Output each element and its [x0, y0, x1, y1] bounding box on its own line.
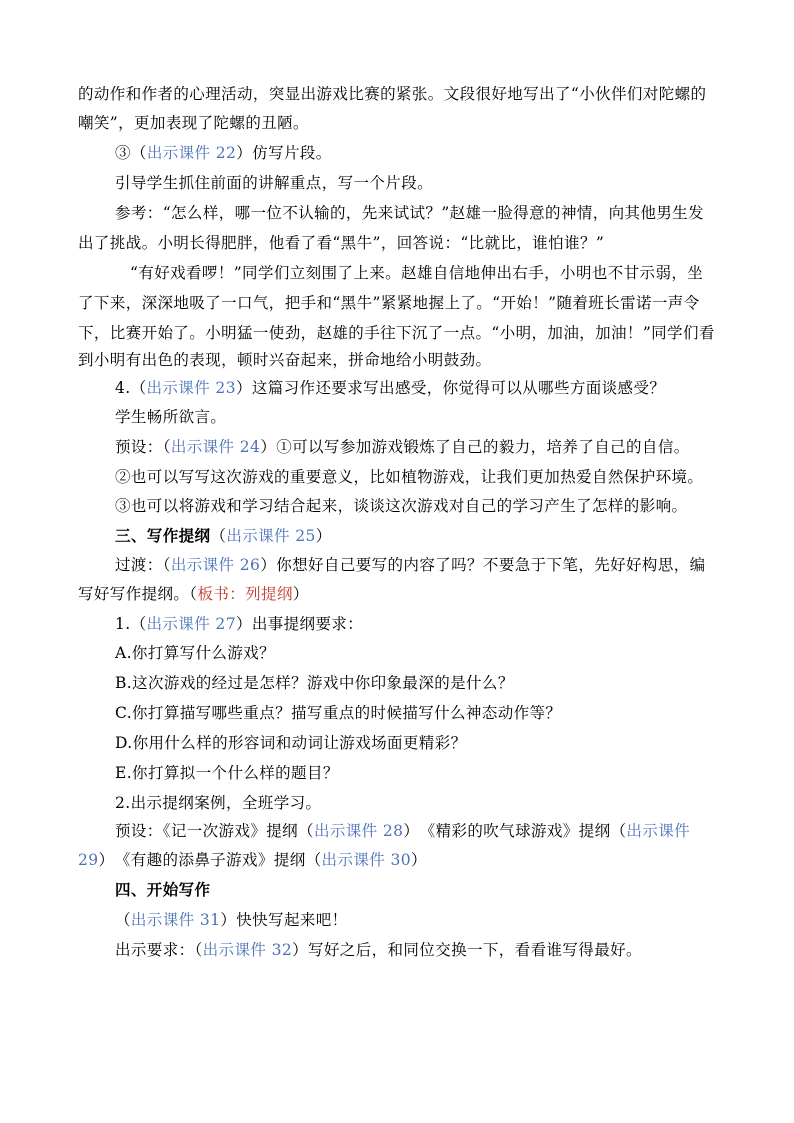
text-line: [115, 378, 763, 398]
text-segment: 的动作和作者的心理活动，突显出游戏比赛的紧张。文段很好地写出了“小伙伴们对陀螺的: [78, 85, 707, 103]
text-segment: 到小明有出色的表现，顿时兴奋起来，拼命地给小明鼓劲。: [78, 351, 492, 369]
text-line: [115, 203, 763, 223]
text-segment: 三、写作提纲: [115, 526, 211, 545]
text-line: [78, 293, 726, 313]
text-line: [115, 793, 763, 813]
text-line: [78, 350, 726, 370]
section-heading: [115, 880, 763, 900]
text-segment: （: [210, 527, 227, 545]
text-segment: 出了挑战。小明长得肥胖，他看了看“黑牛”，回答说：“比就比，谁怕谁？”: [78, 234, 605, 252]
list-item: [115, 703, 763, 723]
text-segment: ）出事提纲要求：: [235, 615, 364, 633]
text-line: [115, 555, 763, 575]
text-segment: ）: [315, 527, 332, 545]
text-segment: 下，比赛开始了。小明猛一使劲，赵雄的手往下沉了一点。“小明，加油，加油！”同学们看: [78, 324, 715, 342]
text-segment: D.你用什么样的形容词和动词让游戏场面更精彩？: [115, 734, 467, 752]
text-segment: 4.（: [115, 379, 147, 397]
text-line: [115, 173, 763, 193]
text-line: [115, 910, 763, 930]
text-line: [78, 233, 726, 253]
section-heading: [115, 526, 763, 546]
text-line: [78, 850, 726, 870]
courseware-reference: 出示课件: [626, 822, 691, 840]
text-segment: 写好写作提纲。（: [78, 585, 198, 603]
text-line: [115, 437, 763, 457]
courseware-reference: 29: [78, 851, 99, 869]
text-segment: ）①可以写参加游戏锻炼了自己的毅力，培养了自己的自信。: [260, 438, 690, 456]
text-segment: 过渡：（: [115, 556, 171, 574]
text-segment: C.你打算描写哪些重点？描写重点的时候描写什么神态动作等？: [115, 704, 562, 722]
text-segment: 1.（: [115, 615, 147, 633]
courseware-reference: 出示课件 26: [170, 556, 261, 574]
courseware-reference: 出示课件 24: [170, 438, 261, 456]
text-segment: ③（: [115, 144, 147, 162]
text-segment: 预设：《记一次游戏》提纲（: [115, 822, 314, 840]
text-segment: ③也可以将游戏和学习结合起来，谈谈这次游戏对自己的学习产生了怎样的影响。: [115, 497, 688, 515]
list-item: [115, 643, 763, 663]
courseware-reference: 出示课件 22: [146, 144, 237, 162]
text-segment: 引导学生抓住前面的讲解重点，写一个片段。: [115, 174, 434, 192]
text-line: [78, 584, 726, 604]
text-segment: 参考：“怎么样，哪一位不认输的，先来试试？”赵雄一脸得意的神情，向其他男生发: [115, 204, 705, 222]
text-line: [115, 496, 763, 516]
text-line: [78, 84, 726, 104]
text-line: [115, 614, 763, 634]
text-line: [78, 323, 726, 343]
text-segment: “有好戏看啰！”同学们立刻围了上来。赵雄自信地伸出右手，小明也不甘示弱，坐: [130, 264, 704, 282]
text-segment: ） 《精彩的吹气球游戏》提纲（: [403, 822, 627, 840]
list-item: [115, 673, 763, 693]
text-segment: ）: [411, 851, 427, 869]
text-segment: B.这次游戏的经过是怎样？游戏中你印象最深的是什么？: [115, 674, 514, 692]
text-segment: 预设：（: [115, 438, 171, 456]
text-segment: 嘲笑”，更加表现了陀螺的丑陋。: [78, 114, 309, 132]
text-line: [78, 113, 726, 133]
courseware-reference: 出示课件 23: [146, 379, 236, 397]
text-segment: 2.出示提纲案例，全班学习。: [115, 794, 322, 812]
text-segment: 学生畅所欲言。: [115, 408, 227, 426]
text-segment: E.你打算拟一个什么样的题目？: [115, 764, 339, 782]
courseware-reference: 出示课件 30: [321, 851, 411, 869]
courseware-reference: 出示课件 28: [313, 822, 404, 840]
text-line: [115, 143, 763, 163]
text-segment: ）这篇习作还要求写出感受，你觉得可以从哪些方面谈感受？: [235, 379, 666, 397]
text-line: [130, 263, 778, 283]
text-segment: ） 《有趣的添鼻子游戏》提纲（: [98, 851, 322, 869]
text-segment: ）仿写片段。: [236, 144, 332, 162]
text-segment: 四、开始写作: [115, 880, 211, 899]
text-line: [115, 940, 763, 960]
text-line: [115, 407, 763, 427]
text-line: [115, 821, 763, 841]
courseware-reference: 出示课件 25: [226, 527, 316, 545]
list-item: [115, 763, 763, 783]
list-item: [115, 733, 763, 753]
courseware-reference: 出示课件 31: [130, 911, 221, 929]
text-segment: ）写好之后，和同位交换一下，看看谁写得最好。: [292, 941, 642, 959]
text-segment: ）快快写起来吧！: [220, 911, 348, 929]
board-note: 板书：列提纲: [197, 585, 293, 603]
courseware-reference: 出示课件 32: [202, 941, 293, 959]
text-segment: 了下来，深深地吸了一口气，把手和“黑牛”紧紧地握上了。“开始！”随着班长雷诺一声令: [78, 294, 700, 312]
text-segment: A.你打算写什么游戏？: [115, 644, 276, 662]
text-line: [115, 467, 763, 487]
text-segment: ②也可以写写这次游戏的重要意义，比如植物游戏，让我们更加热爱自然保护环境。: [115, 468, 704, 486]
courseware-reference: 出示课件 27: [146, 615, 236, 633]
text-segment: ）: [292, 585, 309, 603]
text-segment: 出示要求：（: [115, 941, 203, 959]
text-segment: （: [115, 911, 131, 929]
text-segment: ）你想好自己要写的内容了吗？不要急于下笔，先好好构思，编: [260, 556, 706, 574]
